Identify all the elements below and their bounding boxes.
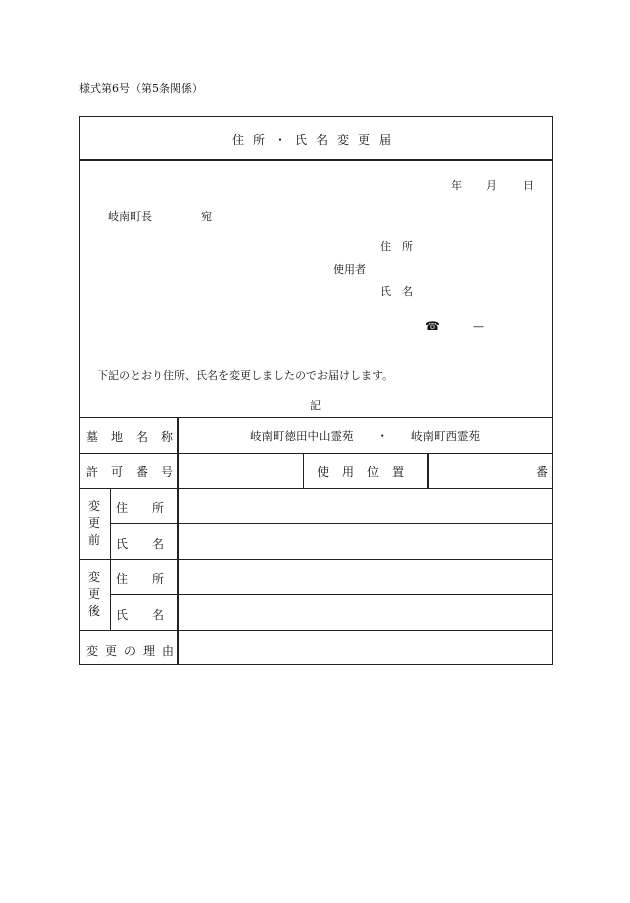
month-label: 月 (486, 179, 497, 192)
row-line (80, 630, 552, 631)
applicant-role-label: 使用者 (333, 263, 366, 276)
table-top-line (80, 417, 552, 418)
phone-separator: — (473, 320, 484, 333)
after-name-label: 氏 名 (116, 608, 165, 622)
row-line (80, 488, 552, 489)
sub-column-line (110, 488, 111, 630)
ki-label: 記 (310, 399, 321, 412)
permit-label: 許可番号 (86, 465, 187, 479)
form-frame (79, 116, 553, 665)
addressee-name: 岐南町長 (108, 210, 152, 223)
cemetery-value: 岐南町徳田中山霊苑 ・ 岐南町西霊苑 (250, 429, 480, 443)
before-address-field[interactable] (180, 490, 550, 521)
row-line (80, 453, 552, 454)
before-name-field[interactable] (180, 525, 550, 557)
position-divider (427, 453, 429, 488)
year-label: 年 (451, 179, 462, 192)
reason-field[interactable] (180, 632, 550, 663)
position-field[interactable] (432, 455, 522, 486)
title-row (80, 117, 552, 161)
ban-label: 番 (536, 465, 549, 479)
label-column-line (177, 417, 179, 664)
applicant-name-label: 氏 名 (380, 285, 413, 298)
after-change-label: 変更後 (87, 570, 100, 618)
permit-number-field[interactable] (183, 455, 301, 486)
before-change-label: 変更前 (87, 499, 100, 547)
before-address-label: 住 所 (116, 501, 165, 515)
reason-label: 変更の理由 (86, 644, 182, 658)
form-title: 住所・氏名変更届 (231, 133, 400, 147)
addressee-honorific: 宛 (201, 210, 212, 223)
permit-divider (303, 453, 304, 488)
after-name-field[interactable] (180, 596, 550, 628)
cemetery-label: 墓地名称 (86, 430, 187, 444)
after-address-label: 住 所 (116, 572, 165, 586)
after-address-field[interactable] (180, 561, 550, 592)
position-label: 使用位置 (317, 465, 418, 479)
form-number: 様式第6号（第5条関係） (79, 82, 203, 95)
applicant-address-label: 住 所 (380, 240, 413, 253)
row-line (80, 559, 552, 560)
day-label: 日 (523, 179, 534, 192)
before-name-label: 氏 名 (116, 537, 165, 551)
telephone-icon: ☎ (425, 319, 440, 333)
statement-text: 下記のとおり住所、氏名を変更しましたのでお届けします。 (97, 369, 394, 382)
